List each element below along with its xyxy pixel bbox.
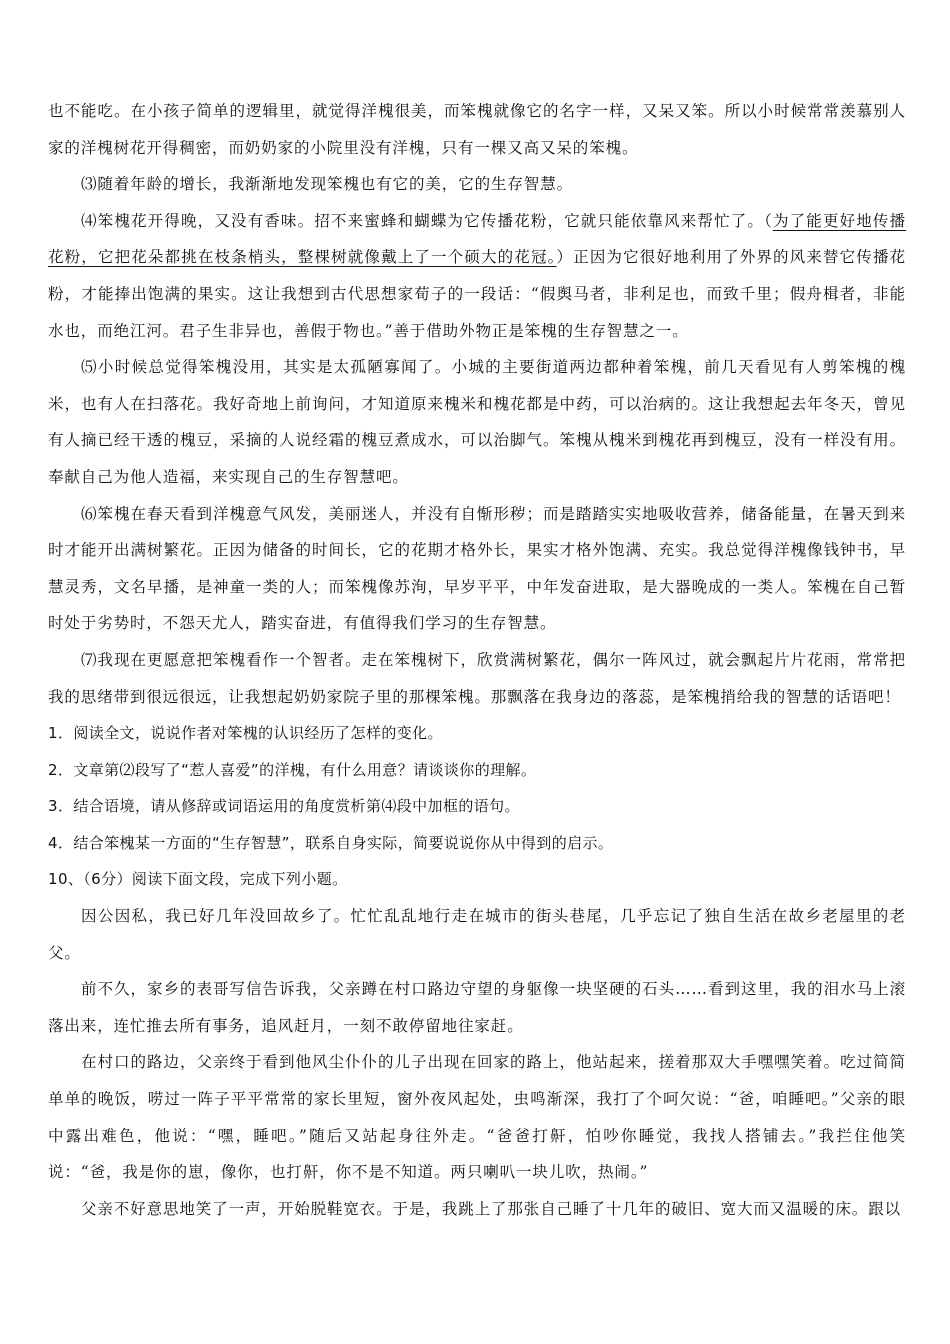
paragraph-5: ⑸小时候总觉得笨槐没用，其实是太孤陋寡闻了。小城的主要街道两边都种着笨槐，前几天看见有人剪笨槐的槐米，也有人在扫落花。我好奇地上前询问，才知道原来槐米和槐花都是中药，可以治病的。这让我想起去年冬天，曾见有人摘已经干透的槐豆，采摘的人说经霜的槐豆煮成水，可以治脚气。笨槐从槐米到槐花再到槐豆，没有一样没有用。奉献自己为他人造福，来实现自己的生存智慧吧。 <box>48 358 906 486</box>
paragraph-3: ⑶随着年龄的增长，我渐渐地发现笨槐也有它的美，它的生存智慧。 <box>81 175 574 194</box>
paragraph-4-start: ⑷笨槐花开得晚，又没有香味。招不来蜜蜂和蝴蝶为它传播花粉，它就只能依靠风来帮忙了。（ <box>81 211 773 230</box>
section-10-heading: 10、（6分）阅读下面文段，完成下列小题。 <box>48 870 348 889</box>
question-3: 3．结合语境，请从修辞或词语运用的角度赏析第⑷段中加框的语句。 <box>48 797 520 816</box>
section-10-paragraph: 因公因私，我已好几年没回故乡了。忙忙乱乱地行走在城市的街头巷尾，几乎忘记了独自生活在故乡老屋里的老父。 <box>48 907 906 962</box>
paragraph-4 <box>48 203 906 349</box>
framed-sentence: 为了能更好地传播花粉，它把花朵都挑在枝条梢头，整棵树就像戴上了一个硕大的花冠。 <box>48 211 906 267</box>
paragraph-6: ⑹笨槐在春天看到洋槐意气风发，美丽迷人，并没有自惭形秽；而是踏踏实实地吸收营养，储备能量，在暑天到来时才能开出满树繁花。正因为储备的时间长，它的花期才格外长，果实才格外饱满、充实。我总觉得洋槐像钱钟书，早慧灵秀，文名早播，是神童一类的人；而笨槐像苏洵，早岁平平，中年发奋进取，是大器晚成的一类人。笨槐在自己暂时处于劣势时，不怨天尤人，踏实奋进，有值得我们学习的生存智慧。 <box>48 504 906 633</box>
section-10-paragraph: 父亲不好意思地笑了一声，开始脱鞋宽衣。于是，我跳上了那张自己睡了十几年的破旧、宽大而又温暖的床。跟以 <box>81 1199 902 1218</box>
section-10-paragraph: 前不久，家乡的表哥写信告诉我，父亲蹲在村口路边守望的身躯像一块坚硬的石头……看到这里，我的泪水马上滚落出来，连忙推去所有事务，追风赶月，一刻不敢停留地往家赶。 <box>48 980 906 1035</box>
question-1: 1．阅读全文，说说作者对笨槐的认识经历了怎样的变化。 <box>48 724 443 743</box>
paragraph-7: ⑺我现在更愿意把笨槐看作一个智者。走在笨槐树下，欣赏满树繁花，偶尔一阵风过，就会飘起片片花雨，常常把我的思绪带到很远很远，让我想起奶奶家院子里的那棵笨槐。那飘落在我身边的落蕊，是笨槐捎给我的智慧的话语吧！ <box>48 650 906 706</box>
paragraph-2-tail: 也不能吃。在小孩子简单的逻辑里，就觉得洋槐很美，而笨槐就像它的名字一样，又呆又笨。所以小时候常常羡慕别人家的洋槐树花开得稠密，而奶奶家的小院里没有洋槐，只有一棵又高又呆的笨槐。 <box>48 102 906 157</box>
question-2: 2．文章第⑵段写了“惹人喜爱”的洋槐，有什么用意？请谈谈你的理解。 <box>48 760 537 779</box>
section-10-paragraph: 在村口的路边，父亲终于看到他风尘仆仆的儿子出现在回家的路上，他站起来，搓着那双大手嘿嘿笑着。吃过简简单单的晚饭，唠过一阵子平平常常的家长里短，窗外夜风起处，虫鸣渐深，我打了个呵欠说：“爸，咱睡吧。”父亲的眼中露出难色，他说：“嘿，睡吧。”随后又站起身往外走。“爸爸打鼾，怕吵你睡觉，我找人搭铺去。”我拦住他笑说：“爸，我是你的崽，像你，也打鼾，你不是不知道。两只喇叭一块儿吹，热闹。” <box>48 1053 906 1182</box>
paragraph-4-end: ）正因为它很好地利用了外界的风来替它传播花粉，才能捧出饱满的果实。这让我想到古代思想家荀子的一段话：“假舆马者，非利足也，而致千里；假舟楫者，非能水也，而绝江河。君子生非异也，善假于物也。”善于借助外物正是笨槐的生存智慧之一。 <box>48 248 907 340</box>
question-4: 4．结合笨槐某一方面的“生存智慧”，联系自身实际，简要说说你从中得到的启示。 <box>48 833 614 852</box>
document-body <box>48 93 906 1227</box>
